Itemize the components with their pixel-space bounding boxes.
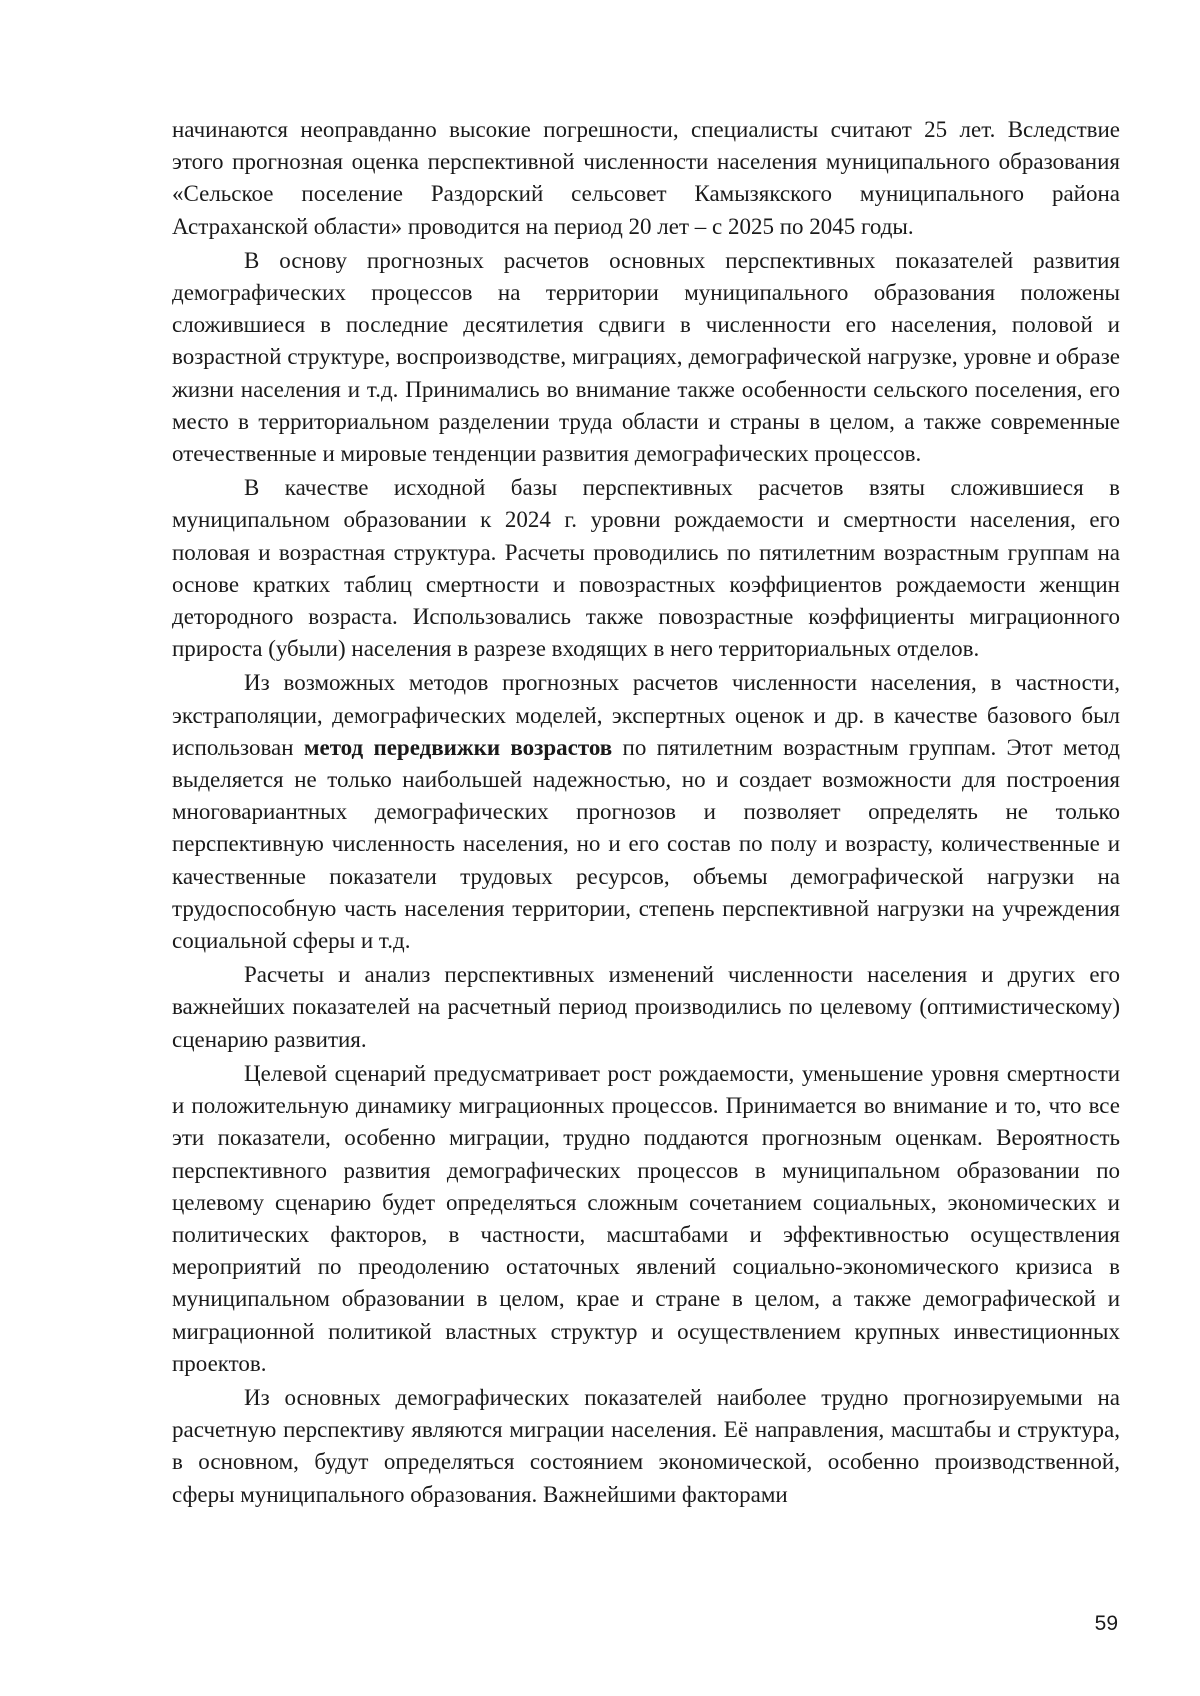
page-number: 59 [1094, 1612, 1118, 1635]
document-body [172, 114, 1120, 1511]
paragraph-3: В качестве исходной базы перспективных расчетов взяты сложившиеся в муниципальном образовании к 2024 г. уровни рождаемости и смертности населения, его половая и возрастная структура. Расчеты проводились по пятилетним возрастным группам на основе кратких таблиц смертности и повозрастных коэффициентов рождаемости женщин детородного возраста. Использовались также повозрастные коэффициенты миграционного прироста (убыли) населения в разрезе входящих в него территориальных отделов. [172, 475, 1120, 662]
paragraph-7: Из основных демографических показателей наиболее трудно прогнозируемыми на расчетную перспективу являются миграции населения. Её направления, масштабы и структура, в основном, будут определяться состоянием экономической, особенно производственной, сферы муниципального образования. Важнейшими факторами [172, 1384, 1120, 1507]
paragraph-6: Целевой сценарий предусматривает рост рождаемости, уменьшение уровня смертности и положительную динамику миграционных процессов. Принимается во внимание и то, что все эти показатели, особенно миграции, трудно поддаются прогнозным оценкам. Вероятность перспективного развития демографических процессов в муниципальном образовании по целевому сценарию будет определяться сложным сочетанием социальных, экономических и политических факторов, в частности, масштабами и эффективностью осуществления мероприятий по преодолению остаточных явлений социально-экономического кризиса в муниципальном образовании в целом, крае и стране в целом, а также демографической и миграционной политикой властных структур и осуществлением крупных инвестиционных проектов. [172, 1060, 1120, 1376]
paragraph-2: В основу прогнозных расчетов основных перспективных показателей развития демографических процессов на территории муниципального образования положены сложившиеся в последние десятилетия сдвиги в численности его населения, половой и возрастной структуре, воспроизводстве, миграциях, демографической нагрузке, уровне и образе жизни населения и т.д. Принимались во внимание также особенности сельского поселения, его место в территориальном разделении труда области и страны в целом, а также современные отечественные и мировые тенденции развития демографических процессов. [172, 247, 1120, 467]
paragraph-4-text-before: Из возможных методов прогнозных расчетов численности населения, в частности, экстраполяции, демографических моделей, экспертных оценок и др. в качестве базового был использован [172, 670, 1120, 760]
paragraph-4 [172, 667, 1120, 957]
paragraph-4-text-after: по пятилетним возрастным группам. Этот метод выделяется не только наибольшей надежностью, но и создает возможности для построения многовариантных демографических прогнозов и позволяет определять не только перспективную численность населения, но и его состав по полу и возрасту, количественные и качественные показатели трудовых ресурсов, объемы демографической нагрузки на трудоспособную часть населения территории, степень перспективной нагрузки на учреждения социальной сферы и т.д. [172, 734, 1121, 954]
paragraph-5: Расчеты и анализ перспективных изменений численности населения и других его важнейших показателей на расчетный период производились по целевому (оптимистическому) сценарию развития. [172, 962, 1120, 1052]
paragraph-1: начинаются неоправданно высокие погрешности, специалисты считают 25 лет. Вследствие этого прогнозная оценка перспективной численности населения муниципального образования «Сельское поселение Раздорский сельсовет Камызякского муниципального района Астраханской области» проводится на период 20 лет – с 2025 по 2045 годы. [172, 117, 1120, 239]
paragraph-4-bold-term: метод передвижки возрастов [303, 734, 613, 760]
